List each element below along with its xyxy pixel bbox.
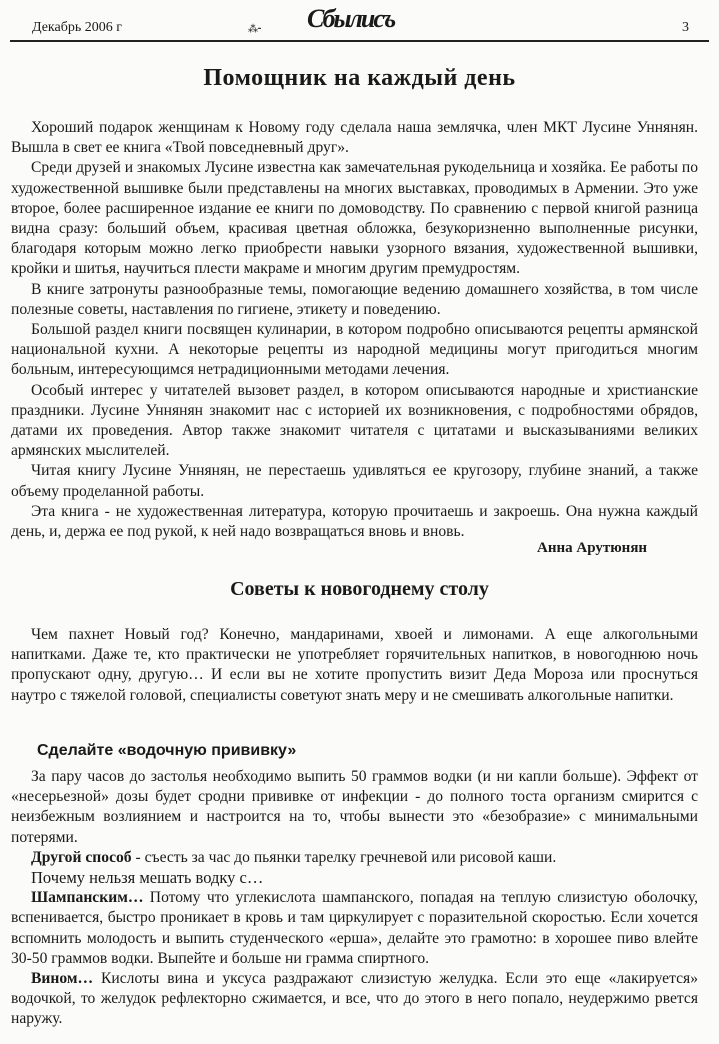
paragraph-text: Кислоты вина и уксуса раздражают слизистую желудка. Если это еще «лакируется» водочкой, то желудок рефлекторно сжимается, и все, что до этого в него попало, неудержимо рвется наружу. xyxy=(11,970,698,1028)
lead-in: Другой способ xyxy=(31,848,132,866)
article1-paragraph: Читая книгу Лусине Уннянян, не перестаешь удивляться ее кругозору, глубине знаний, а также объему проделанной работы. xyxy=(11,462,698,500)
article2-intro: Чем пахнет Новый год? Конечно, мандаринами, хвоей и лимонами. А еще алкогольными напитками. Даже те, кто практически не употребляет горячительных напитков, в новогоднюю ночь пропускают одну, другую… И если вы не хотите пропустить визит Деда Мороза или проснуться наутро с тяжелой головой, специалисты советуют знать меру и не смешивать алкогольные напитки. xyxy=(11,626,698,704)
issue-date: Декабрь 2006 г xyxy=(32,20,122,35)
paragraph-text: Потому что углекислота шампанского, попадая на теплую слизистую оболочку, вспенивается, быстро проникает в кровь и там циркулирует с поразительной скоростью. Если хочется вспомнить молодость и выпить студенческого «ерша», делайте это грамотно: в хорошее пиво влейте 30-50 граммов водки. Выпейте и больше ни грамма спиртного. xyxy=(11,889,698,967)
paragraph-text: - съесть за час до пьянки тарелку гречневой или рисовой каши. xyxy=(131,848,557,866)
decorative-mark: ⁂⁃ xyxy=(248,24,261,35)
article2-paragraph: За пару часов до застолья необходимо выпить 50 граммов водки (и ни капли больше). Эффект от «несерьезной» дозы будет сродни прививке от инфекции - до полного тоста организм смирится с неизбежным возлиянием и настроится на то, чтобы вынести это «безобразие» с минимальными потерями. xyxy=(11,768,698,846)
article1-paragraph: Эта книга - не художественная литература, которую прочитаешь и закроешь. Она нужна каждый день, и, держа ее под рукой, к ней надо возвращаться вновь и вновь. xyxy=(11,502,698,541)
article2-subtitle: Сделайте «водочную прививку» xyxy=(37,742,297,759)
article1-paragraph: В книге затронуты разнообразные темы, помогающие ведению домашнего хозяйства, в том числе полезные советы, наставления по гигиене, этикету и поведению. xyxy=(11,280,698,318)
article2-paragraph xyxy=(11,969,698,1030)
article1-paragraph: Большой раздел книги посвящен кулинарии, в котором подробно описываются рецепты армянской национальной кухни. А некоторые рецепты из народной медицины могут пригодиться многим больным, интересующимся нетрадиционными методами лечения. xyxy=(11,321,698,379)
page-header xyxy=(10,0,709,42)
page-number: 3 xyxy=(682,20,689,35)
article2-title: Советы к новогоднему столу xyxy=(230,578,489,600)
article1-author: Анна Арутюнян xyxy=(537,540,648,556)
article1-paragraph: Хороший подарок женщинам к Новому году сделала наша землячка, член МКТ Лусине Уннянян. Вышла в свет ее книга «Твой повседневный друг». xyxy=(11,119,698,157)
article2-paragraph xyxy=(11,848,698,868)
article1-paragraph: Особый интерес у читателей вызовет раздел, в котором описываются народные и христианские праздники. Лусине Уннянян знакомит нас с историей их возникновения, с подробностями обрядов, датами их проведения. Автор также знакомит читателя с цитатами и высказываниями великих армянских мыслителей. xyxy=(11,381,698,460)
article2-intro-block xyxy=(11,625,698,706)
article1-body xyxy=(11,118,698,542)
article2-paragraph xyxy=(11,888,698,969)
lead-in: Шампанским… xyxy=(31,889,144,907)
article2-question: Почему нельзя мешать водку с… xyxy=(31,868,264,888)
article1-paragraph: Среди друзей и знакомых Лусине известна как замечательная рукодельница и хозяйка. Ее работы по художественной вышивке были представлены на многих выставках, проводимых в Армении. Это уже второе, более расширенное издание ее книги по домоводству. По сравнению с первой книгой разница видна сразу: больший объем, красивая цветная обложка, безукоризненно выполненные рисунки, благодаря которым можно легко приобрести навыки узорного вязания, художественной вышивки, кройки и шитья, научиться плести макраме и многим другим премудростям. xyxy=(11,159,698,278)
lead-in: Вином… xyxy=(31,970,94,988)
newspaper-logo: Сбылисъ xyxy=(307,4,395,33)
article1-title: Помощник на каждый день xyxy=(203,65,516,91)
article2-body xyxy=(11,767,698,1030)
